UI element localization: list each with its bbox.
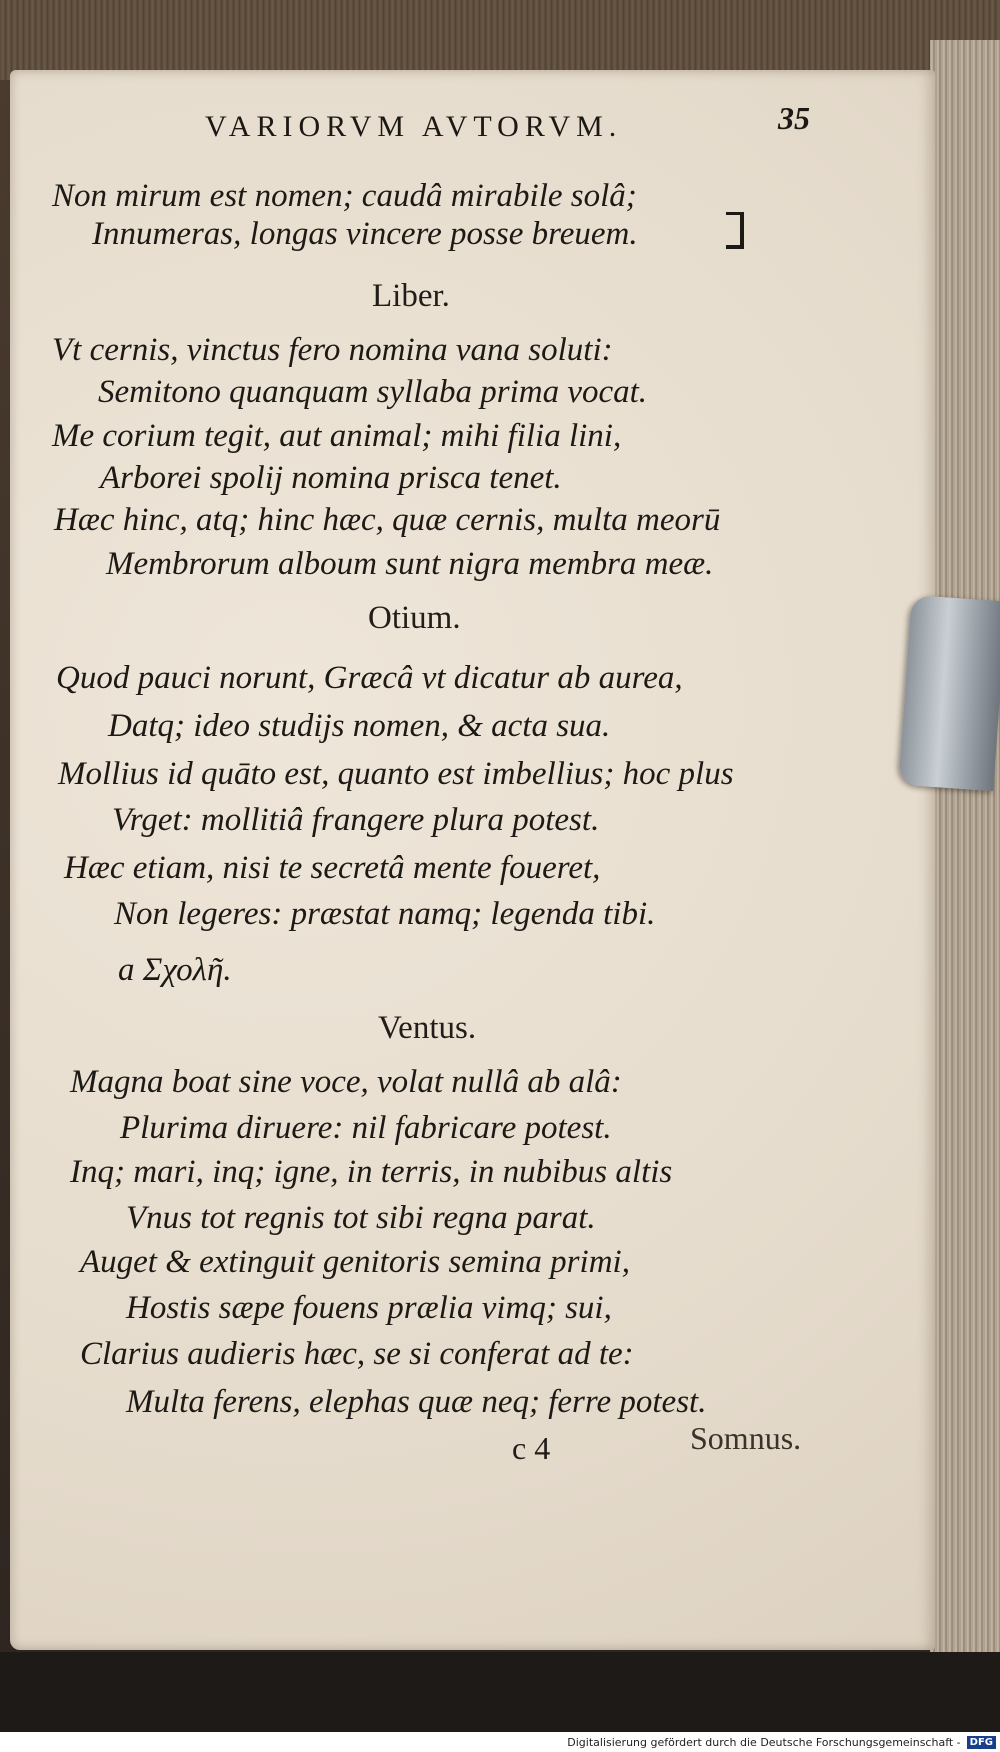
- poem-heading: Liber.: [372, 278, 450, 314]
- poem-heading: Ventus.: [378, 1010, 477, 1046]
- poem-line: Inq; mari, inq; igne, in terris, in nubibus altis: [70, 1154, 673, 1190]
- poem-line: Non legeres: præstat namq; legenda tibi.: [114, 896, 656, 932]
- dfg-logo: DFG: [967, 1736, 996, 1749]
- poem-line: Multa ferens, elephas quæ neq; ferre potest.: [126, 1384, 707, 1420]
- poem-line: Innumeras, longas vincere posse breuem.: [92, 216, 638, 252]
- poem-line: Hæc hinc, atq; hinc hæc, quæ cernis, multa meorū: [54, 502, 721, 538]
- poem-line: Me corium tegit, aut animal; mihi filia lini,: [52, 418, 622, 454]
- poem-line: Datq; ideo studijs nomen, & acta sua.: [108, 708, 611, 744]
- poem-line: Auget & extinguit genitoris semina primi,: [80, 1244, 630, 1280]
- poem-line: Membrorum alboum sunt nigra membra meæ.: [106, 546, 714, 582]
- book-top-edge: [0, 0, 1000, 80]
- poem-line: Vt cernis, vinctus fero nomina vana soluti:: [52, 332, 613, 368]
- poem-line: Arborei spolij nomina prisca tenet.: [100, 460, 562, 496]
- poem-heading: Otium.: [368, 600, 461, 636]
- book-page-edges: [930, 40, 1000, 1660]
- closing-bracket: [726, 212, 744, 249]
- credit-text: Digitalisierung gefördert durch die Deutsche Forschungsgemeinschaft -: [567, 1735, 961, 1749]
- scan-bottom-margin: [0, 1652, 1000, 1732]
- poem-line: Vnus tot regnis tot sibi regna parat.: [126, 1200, 596, 1236]
- marginal-note: a Σχολῆ.: [118, 952, 232, 988]
- poem-line: Semitono quanquam syllaba prima vocat.: [98, 374, 648, 410]
- credit-footer: [0, 1732, 1000, 1752]
- poem-line: Quod pauci norunt, Græcâ vt dicatur ab aurea,: [56, 660, 683, 696]
- poem-line: Non mirum est nomen; caudâ mirabile solâ;: [52, 178, 637, 214]
- poem-line: Plurima diruere: nil fabricare potest.: [120, 1110, 612, 1146]
- poem-line: Mollius id quāto est, quanto est imbellius; hoc plus: [58, 756, 734, 792]
- poem-line: Clarius audieris hæc, se si conferat ad te:: [80, 1336, 634, 1372]
- poem-line: Vrget: mollitiâ frangere plura potest.: [112, 802, 600, 838]
- signature-mark: c 4: [512, 1430, 551, 1466]
- page-clip: [898, 595, 1000, 791]
- poem-line: Hæc etiam, nisi te secretâ mente foueret,: [64, 850, 601, 886]
- catchword: Somnus.: [690, 1420, 802, 1456]
- folio-number: 35: [778, 100, 810, 136]
- poem-line: Magna boat sine voce, volat nullâ ab alâ:: [70, 1064, 622, 1100]
- running-head: VARIORVM AVTORVM.: [205, 110, 623, 143]
- poem-line: Hostis sæpe fouens prælia vimq; sui,: [126, 1290, 612, 1326]
